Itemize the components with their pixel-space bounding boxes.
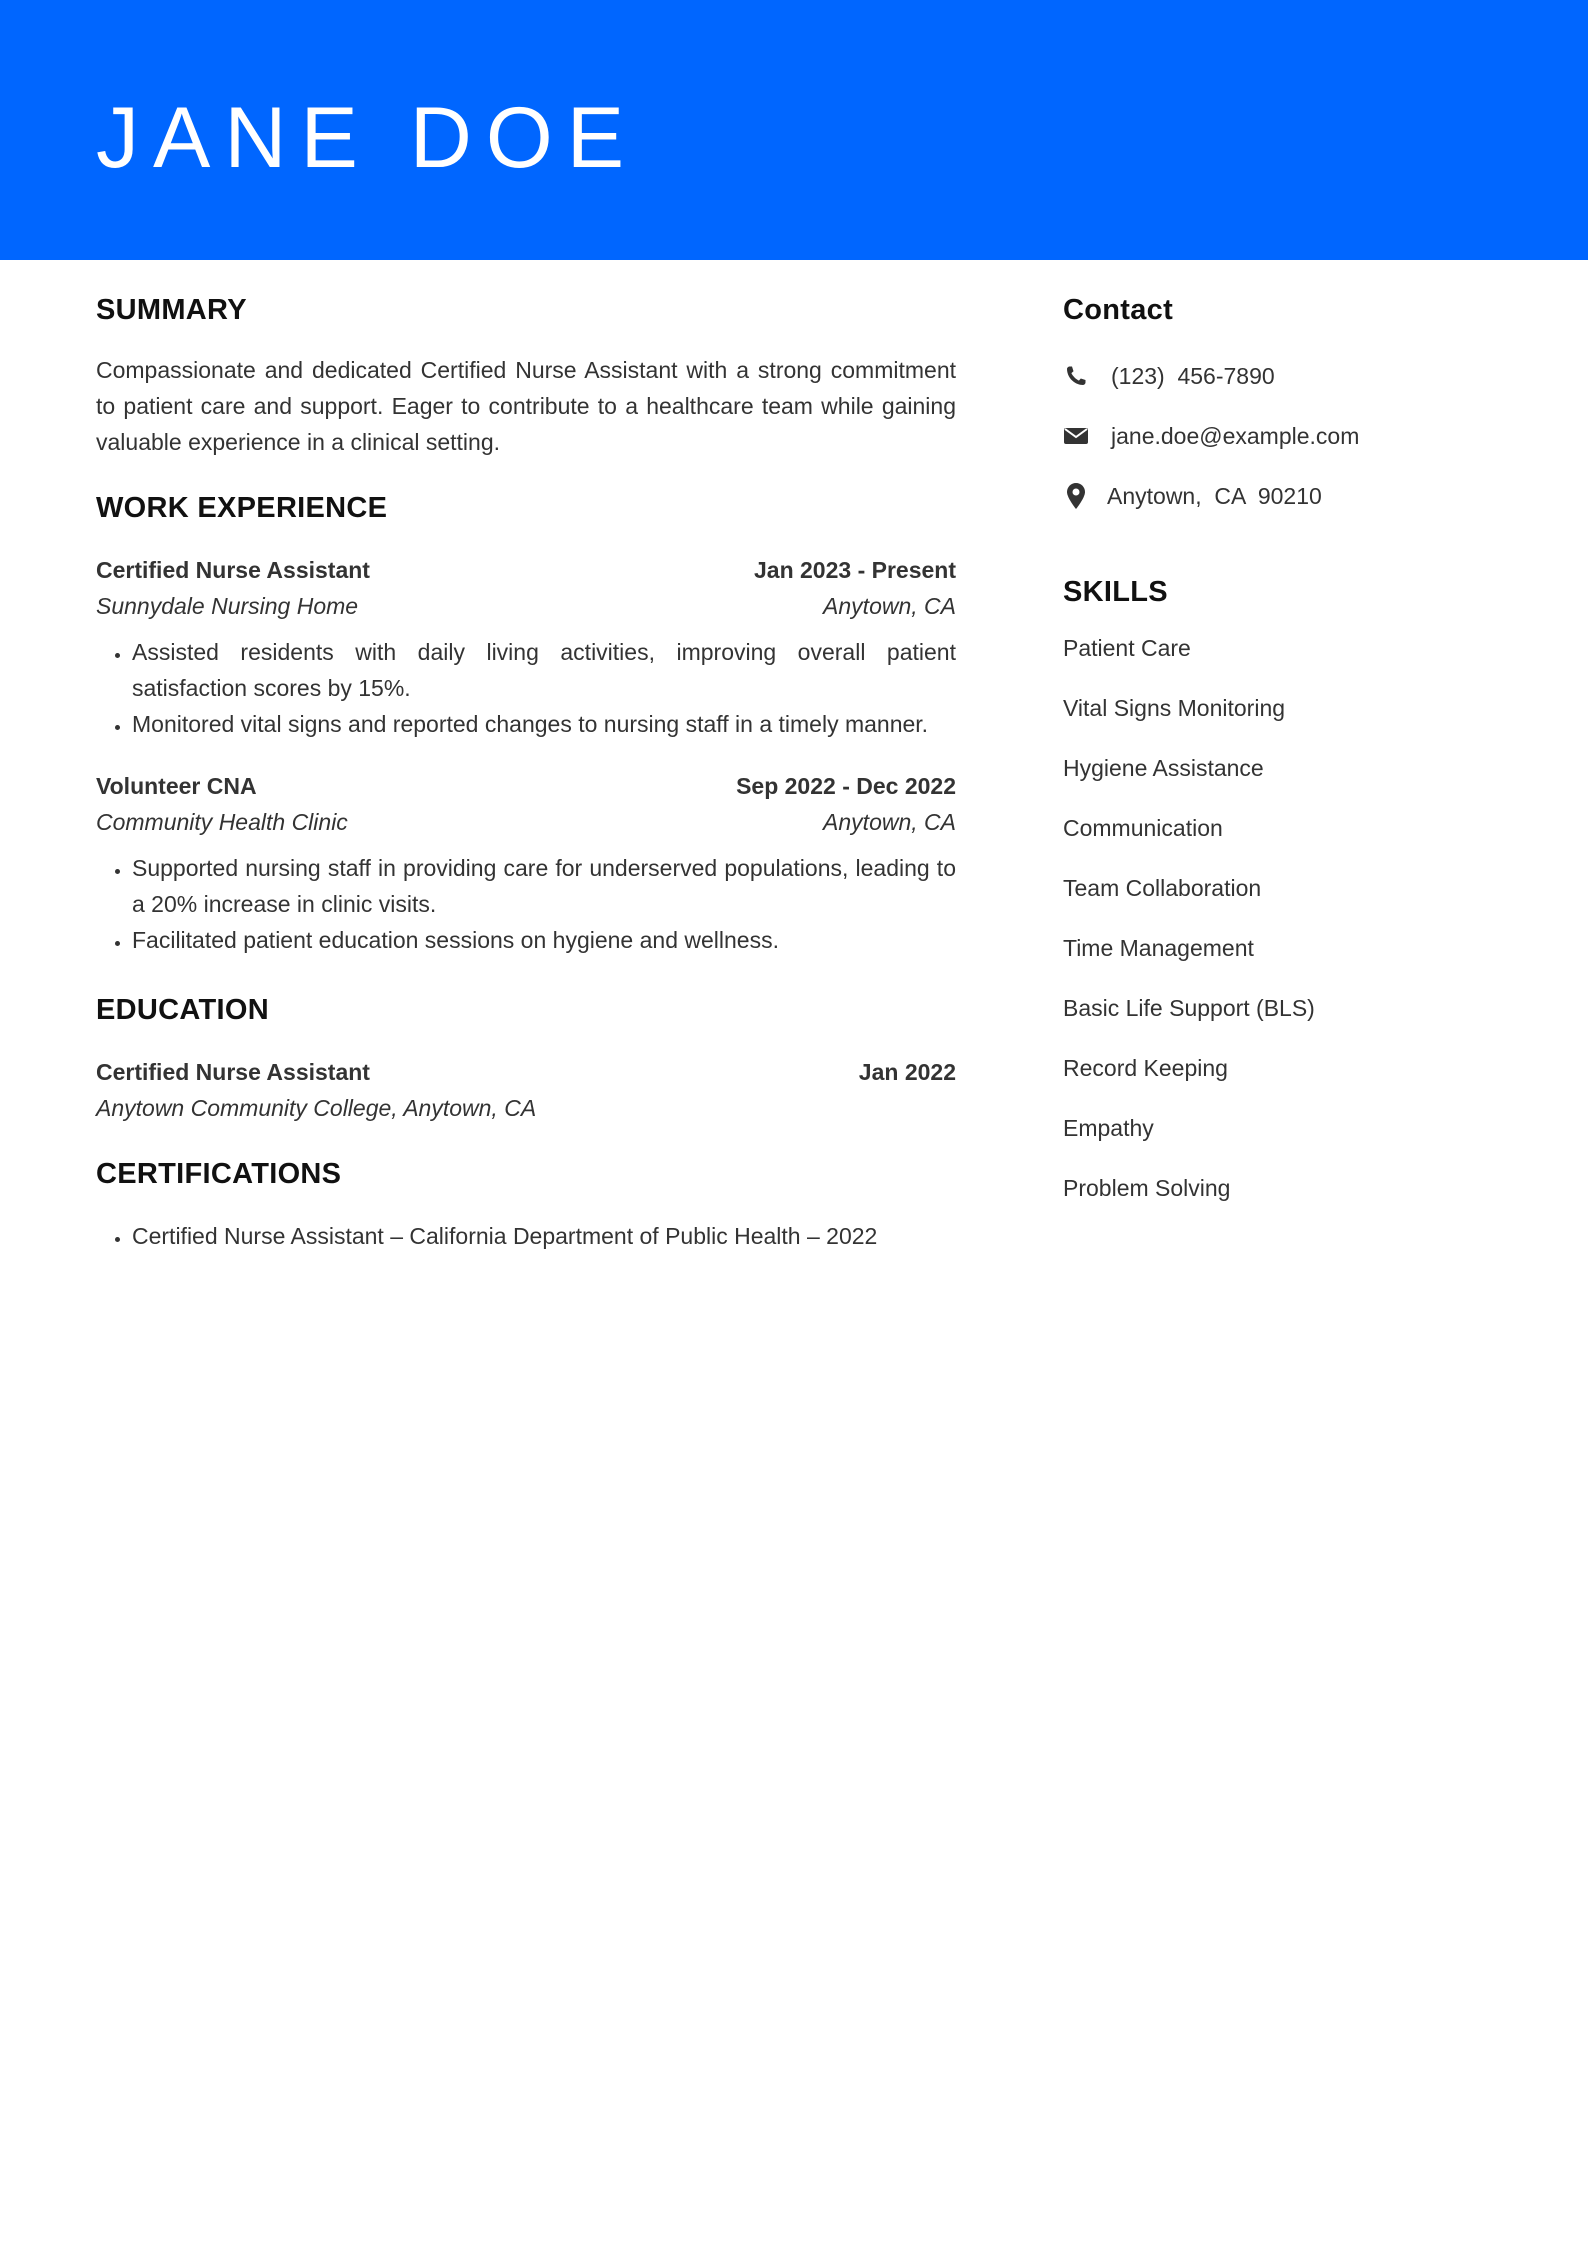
skill-item: Time Management (1063, 935, 1254, 961)
job-dates: Jan 2023 - Present (753, 557, 956, 583)
summary-text: Compassionate and dedicated Certified Nurse Assistant with a strong commitment to patient care and support. Eager to contribute to a healthcare team while gaining valuable experience in a clinical setting. (96, 357, 956, 455)
map-pin-icon (1063, 483, 1089, 509)
education-header-row (96, 1054, 956, 1090)
header-banner (0, 0, 1588, 260)
job-dates: Sep 2022 - Dec 2022 (736, 773, 956, 799)
job-org-row (96, 588, 956, 624)
certifications-title: CERTIFICATIONS (96, 1158, 342, 1190)
skill-item: Empathy (1063, 1115, 1154, 1141)
contact-email-text[interactable]: jane.doe@example.com (1111, 423, 1360, 449)
skill-item: Team Collaboration (1063, 875, 1262, 901)
candidate-name: JANE DOE (96, 90, 639, 186)
job-bullets (96, 634, 956, 742)
skill-item: Basic Life Support (BLS) (1063, 995, 1315, 1021)
experience-section (96, 488, 956, 958)
job-header-row (96, 768, 956, 804)
job-bullet: • Supported nursing staff in providing care for underserved populations, leading to a 20% increase in clinic visits. (132, 850, 956, 922)
certifications-section (96, 1154, 956, 1254)
skill-item: Patient Care (1063, 635, 1191, 661)
skill-item: Vital Signs Monitoring (1063, 695, 1286, 721)
skills-list (1063, 630, 1503, 1206)
contact-section (1063, 290, 1503, 514)
job-entry (96, 768, 956, 958)
job-org-row (96, 804, 956, 840)
education-degree: Certified Nurse Assistant (96, 1059, 370, 1085)
envelope-icon (1063, 423, 1089, 449)
education-title: EDUCATION (96, 994, 269, 1026)
sidebar-column (1063, 290, 1503, 1206)
skills-title: SKILLS (1063, 576, 1168, 608)
skill-item: Communication (1063, 815, 1223, 841)
skill-item: Problem Solving (1063, 1175, 1231, 1201)
job-entry (96, 552, 956, 742)
job-bullet: • Monitored vital signs and reported changes to nursing staff in a timely manner. (132, 706, 956, 742)
job-role: Certified Nurse Assistant (96, 557, 370, 583)
experience-title: WORK EXPERIENCE (96, 492, 388, 524)
contact-phone (1063, 358, 1503, 394)
contact-title: Contact (1063, 294, 1174, 326)
phone-icon (1063, 363, 1089, 389)
main-column (96, 290, 956, 1254)
skill-item: Hygiene Assistance (1063, 755, 1264, 781)
education-school-row (96, 1090, 956, 1126)
job-bullet: • Assisted residents with daily living activities, improving overall patient satisfaction scores by 15%. (132, 634, 956, 706)
education-date: Jan 2022 (858, 1059, 956, 1085)
job-role: Volunteer CNA (96, 773, 257, 799)
job-location: Anytown, CA (823, 593, 956, 619)
skills-section (1063, 572, 1503, 1206)
job-location: Anytown, CA (823, 809, 956, 835)
job-header-row (96, 552, 956, 588)
job-org: Sunnydale Nursing Home (96, 593, 359, 619)
skill-item: Record Keeping (1063, 1055, 1228, 1081)
contact-email (1063, 418, 1503, 454)
summary-title: SUMMARY (96, 294, 247, 326)
education-school: Anytown Community College, Anytown, CA (96, 1095, 537, 1121)
summary-section (96, 290, 956, 460)
contact-phone-text: (123) 456-7890 (1111, 363, 1275, 389)
education-entry (96, 1054, 956, 1126)
job-bullets (96, 850, 956, 958)
education-section (96, 990, 956, 1126)
contact-location (1063, 478, 1503, 514)
job-bullet: • Facilitated patient education sessions on hygiene and wellness. (132, 922, 956, 958)
certification-item: • Certified Nurse Assistant – California Department of Public Health – 2022 (132, 1218, 956, 1254)
contact-location-text: Anytown, CA 90210 (1107, 483, 1322, 509)
certification-list (96, 1218, 956, 1254)
job-org: Community Health Clinic (96, 809, 348, 835)
